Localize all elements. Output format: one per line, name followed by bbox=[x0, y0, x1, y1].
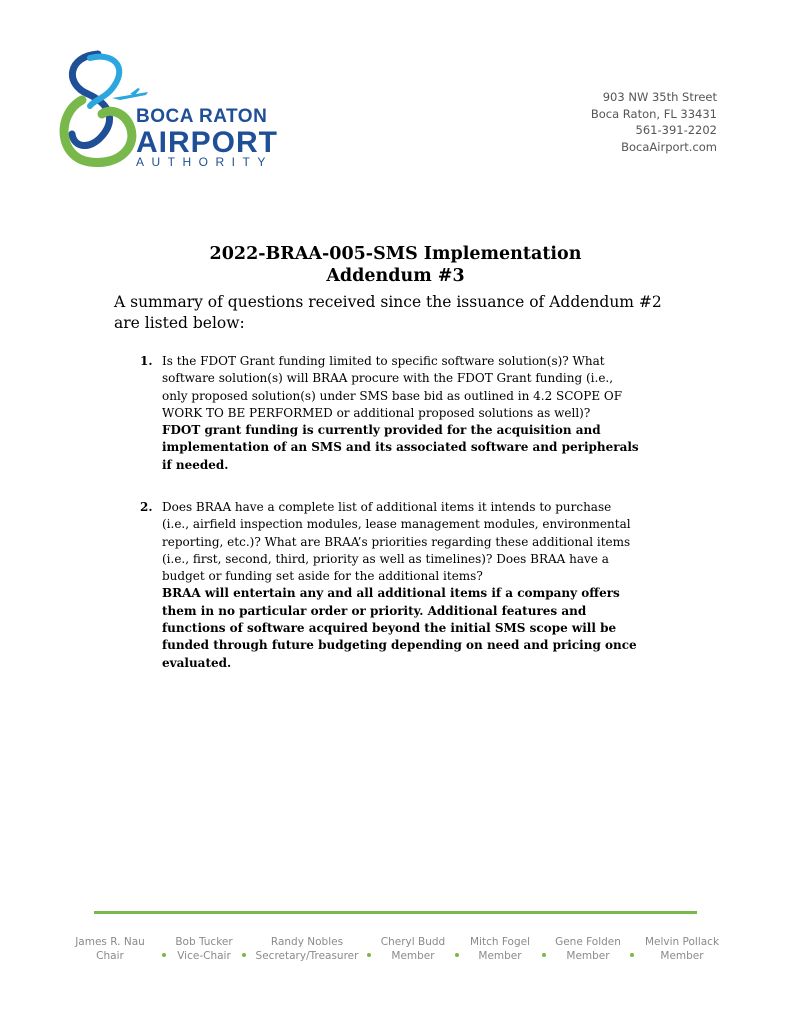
member-title: Member bbox=[566, 950, 610, 962]
item-number: 2. bbox=[140, 500, 153, 514]
question-line: reporting, etc.)? What are BRAA’s priorities regarding these additional items bbox=[162, 534, 631, 549]
question-line: Does BRAA have a complete list of additional items it intends to purchase bbox=[162, 500, 612, 514]
question-line: (i.e., first, second, third, priority as well as timelines)? Does BRAA have a bbox=[162, 551, 609, 566]
answer-line: FDOT grant funding is currently provided for the acquisition and bbox=[162, 423, 601, 438]
item-number: 1. bbox=[140, 354, 153, 368]
answer-line: them in no particular order or priority. Additional features and bbox=[162, 603, 587, 618]
member-title: Member bbox=[660, 950, 704, 962]
answer-line: functions of software acquired beyond the initial SMS scope will be bbox=[162, 621, 617, 636]
board-member bbox=[75, 935, 145, 963]
airport-swoosh-logo-icon bbox=[50, 50, 150, 175]
address-street: 903 NW 35th Street bbox=[602, 90, 717, 104]
board-member bbox=[645, 935, 719, 963]
logo-text-airport: AIRPORT bbox=[136, 126, 278, 159]
separator-dot-icon bbox=[162, 953, 166, 957]
member-title: Member bbox=[478, 950, 522, 962]
member-name: James R. Nau bbox=[75, 936, 145, 948]
address-website: BocaAirport.com bbox=[621, 139, 717, 154]
separator-dot-icon bbox=[542, 953, 546, 957]
member-title: Chair bbox=[96, 950, 124, 962]
board-member bbox=[555, 935, 621, 963]
intro-paragraph bbox=[114, 292, 674, 334]
item-body bbox=[162, 353, 682, 474]
question-line: WORK TO BE PERFORMED or additional proposed solutions as well)? bbox=[162, 405, 591, 420]
question-line: budget or funding set aside for the additional items? bbox=[162, 569, 483, 584]
answer-line: if needed. bbox=[162, 457, 229, 472]
board-member bbox=[470, 935, 530, 963]
board-member bbox=[256, 935, 359, 963]
answer-line: implementation of an SMS and its associated software and peripherals bbox=[162, 440, 639, 455]
member-name: Bob Tucker bbox=[175, 936, 233, 948]
member-title: Secretary/Treasurer bbox=[255, 950, 359, 962]
address-city: Boca Raton, FL 33431 bbox=[590, 106, 717, 121]
boca-raton-airport-authority-logo bbox=[50, 50, 290, 175]
item-body bbox=[162, 499, 682, 672]
member-name: Randy Nobles bbox=[270, 936, 344, 948]
answer-line: funded through future budgeting depending on need and pricing once bbox=[162, 638, 637, 653]
member-name: Gene Folden bbox=[555, 936, 621, 948]
member-name: Mitch Fogel bbox=[470, 936, 530, 948]
document-subtitle: Addendum #3 bbox=[326, 266, 465, 286]
board-member bbox=[381, 935, 445, 963]
question-line: only proposed solution(s) under SMS base bid as outlined in 4.2 SCOPE OF bbox=[162, 388, 623, 403]
logo-text-boca-raton: BOCA RATON bbox=[136, 106, 268, 127]
member-name: Cheryl Budd bbox=[380, 936, 446, 948]
separator-dot-icon bbox=[242, 953, 246, 957]
answer-line: evaluated. bbox=[162, 655, 232, 670]
answer-line: BRAA will entertain any and all additional items if a company offers bbox=[162, 586, 620, 601]
address-phone: 561-391-2202 bbox=[635, 123, 717, 137]
footer-divider bbox=[94, 911, 697, 914]
question-line: software solution(s) will BRAA procure with the FDOT Grant funding (i.e., bbox=[162, 371, 614, 386]
logo-text-authority: AUTHORITY bbox=[136, 155, 273, 169]
member-title: Member bbox=[391, 950, 435, 962]
intro-line: A summary of questions received since the issuance of Addendum #2 bbox=[114, 293, 662, 311]
board-members-footer bbox=[0, 935, 791, 975]
member-title: Vice-Chair bbox=[177, 950, 231, 962]
intro-line: are listed below: bbox=[114, 314, 245, 332]
separator-dot-icon bbox=[367, 953, 371, 957]
separator-dot-icon bbox=[630, 953, 634, 957]
address-block bbox=[591, 89, 717, 155]
board-member bbox=[175, 935, 232, 963]
question-line: Is the FDOT Grant funding limited to specific software solution(s)? What bbox=[162, 354, 605, 368]
question-line: (i.e., airfield inspection modules, lease management modules, environmental bbox=[162, 517, 631, 532]
member-name: Melvin Pollack bbox=[644, 936, 720, 948]
separator-dot-icon bbox=[455, 953, 459, 957]
document-title: 2022-BRAA-005-SMS Implementation bbox=[209, 244, 582, 264]
